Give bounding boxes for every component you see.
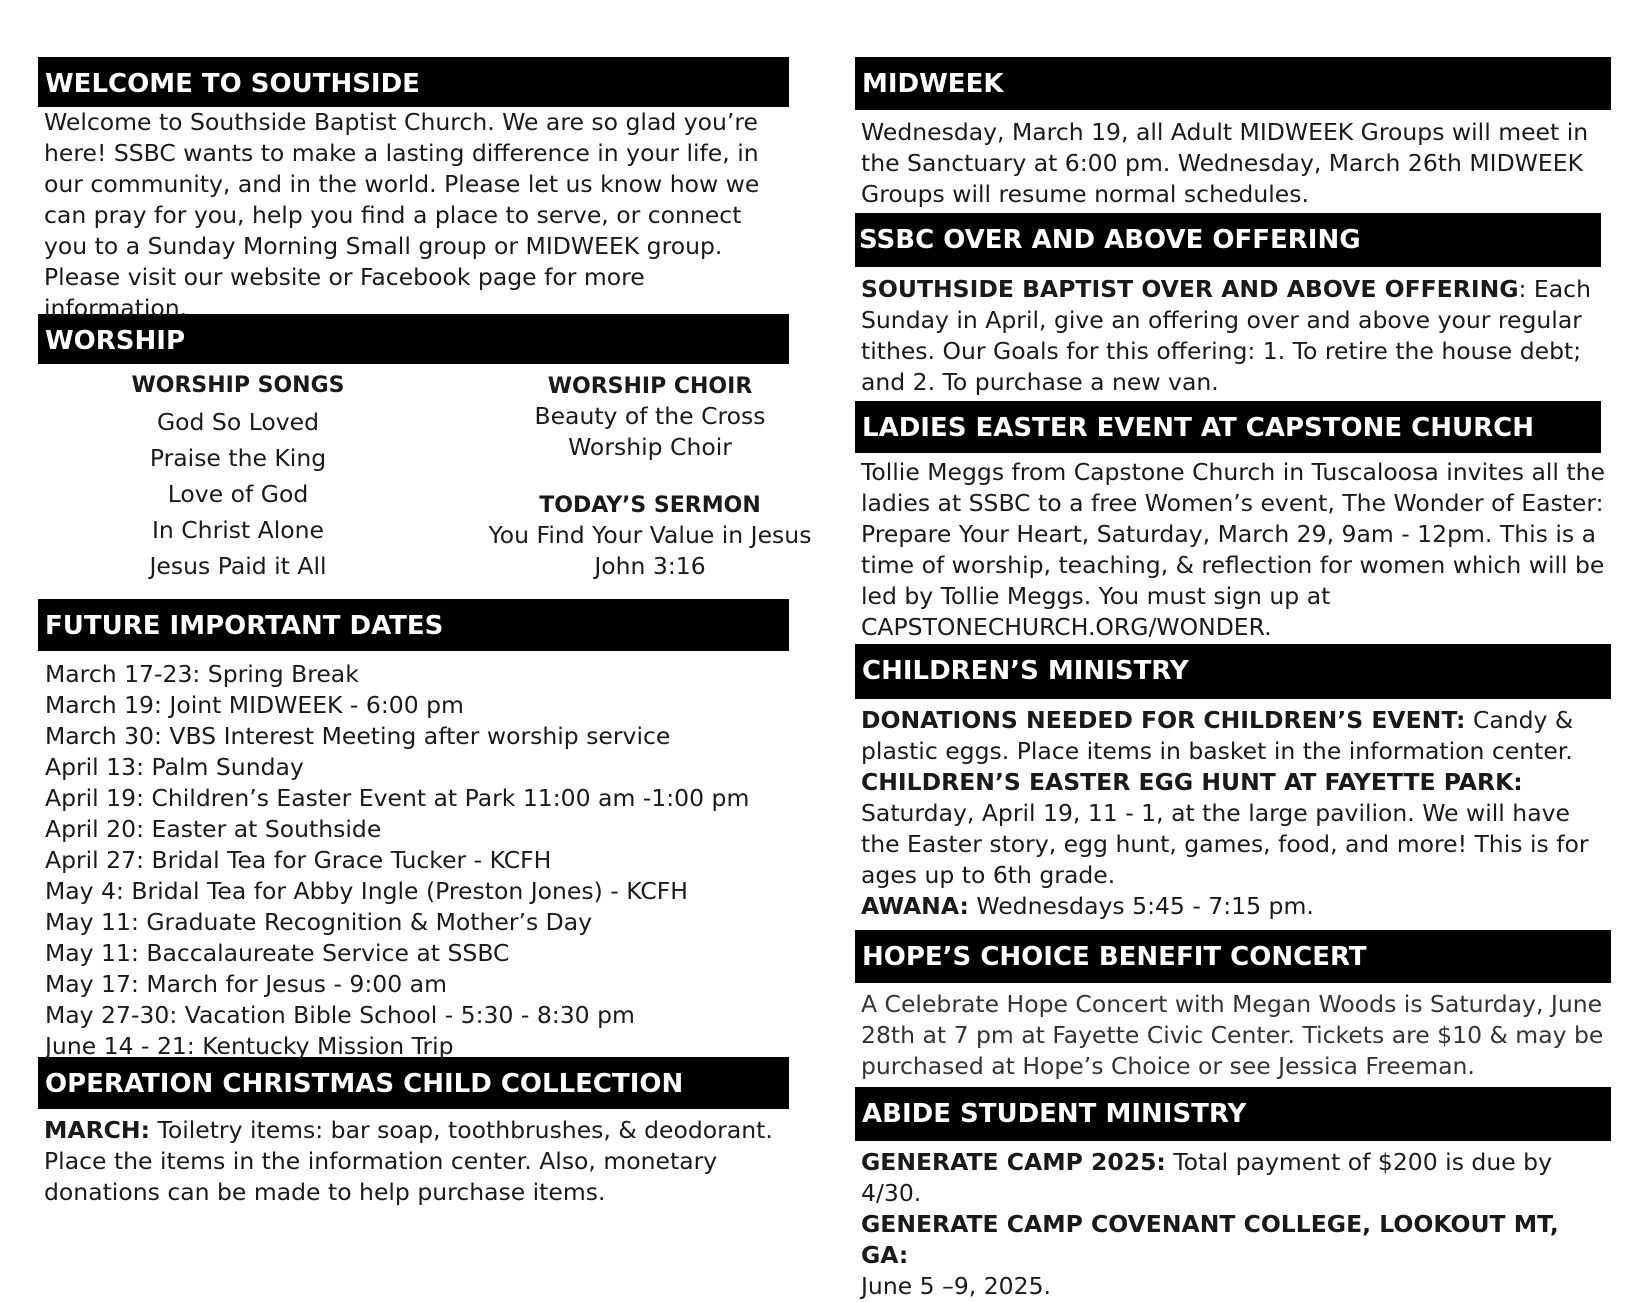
date-item: May 11: Baccalaureate Service at SSBC [45, 939, 510, 967]
welcome-text: Welcome to Southside Baptist Church. We are so glad you’re here! SSBC wants to make a lasting difference in your life, in our community, and in the world. Please let us know how we can pray for you, help you find a place to serve, or connect you to a Sunday Morning Small group or MIDWEEK group. Please visit our website or Facebook page for more information. [44, 108, 760, 322]
worship-section [38, 364, 812, 599]
date-item: May 17: March for Jesus - 9:00 am [45, 970, 447, 998]
date-item: May 27-30: Vacation Bible School - 5:30 - 8:30 pm [45, 1001, 635, 1029]
date-item: April 19: Children’s Easter Event at Park 11:00 am -1:00 pm [45, 784, 750, 812]
song-item: God So Loved [156, 408, 320, 436]
song-item: Love of God [167, 480, 309, 508]
abide-text [855, 1141, 1611, 1302]
choir-name: Worship Choir [568, 433, 732, 461]
occ-label: MARCH: [44, 1116, 150, 1144]
date-item: June 14 - 21: Kentucky Mission Trip [45, 1032, 454, 1060]
donations-body: Candy & plastic eggs. Place items in basket in the information center. [861, 706, 1574, 765]
date-item: March 30: VBS Interest Meeting after worship service [45, 722, 671, 750]
date-item: March 19: Joint MIDWEEK - 6:00 pm [45, 691, 464, 719]
left-column [38, 57, 812, 1208]
donations-label: DONATIONS NEEDED FOR CHILDREN’S EVENT: [861, 706, 1466, 734]
hope-text: A Celebrate Hope Concert with Megan Woods is Saturday, June 28th at 7 pm at Fayette Civic Center. Tickets are $10 & may be purchased at Hope’s Choice or see Jessica Freeman. [861, 990, 1604, 1080]
song-item: Jesus Paid it All [149, 552, 327, 580]
occ-body: Toiletry items: bar soap, toothbrushes, & deodorant. Place the items in the information center. Also, monetary donations can be made to help purchase items. [44, 1116, 773, 1206]
date-item: April 27: Bridal Tea for Grace Tucker - KCFH [45, 846, 552, 874]
worship-choir-and-sermon [416, 364, 884, 582]
ladies-heading: LADIES EASTER EVENT AT CAPSTONE CHURCH [855, 401, 1601, 453]
dates-list [38, 651, 789, 1060]
midweek-text: Wednesday, March 19, all Adult MIDWEEK Groups will meet in the Sanctuary at 6:00 pm. Wednesday, March 26th MIDWEEK Groups will resume normal schedules. [861, 118, 1589, 208]
covenant-body: June 5 –9, 2025. [861, 1272, 1051, 1300]
offering-label: SOUTHSIDE BAPTIST OVER AND ABOVE OFFERING [861, 275, 1519, 303]
worship-choir-heading: WORSHIP CHOIR [547, 374, 753, 399]
date-item: April 13: Palm Sunday [45, 753, 304, 781]
children-text [855, 699, 1611, 930]
sermon-heading: TODAY’S SERMON [539, 493, 761, 518]
worship-songs-heading: WORSHIP SONGS [131, 373, 345, 398]
egghunt-label: CHILDREN’S EASTER EGG HUNT AT FAYETTE PARK: [861, 768, 1523, 796]
choir-song: Beauty of the Cross [534, 402, 766, 430]
date-item: May 11: Graduate Recognition & Mother’s Day [45, 908, 593, 936]
camp-body: Total payment of $200 is due by 4/30. [861, 1148, 1552, 1207]
occ-heading: OPERATION CHRISTMAS CHILD COLLECTION [38, 1057, 789, 1109]
sermon-scripture: John 3:16 [594, 552, 706, 580]
awana-label: AWANA: [861, 892, 969, 920]
covenant-label: GENERATE CAMP COVENANT COLLEGE, LOOKOUT MT, GA: [861, 1210, 1559, 1269]
ladies-text: Tollie Meggs from Capstone Church in Tuscaloosa invites all the ladies at SSBC to a free Women’s event, The Wonder of Easter: Prepare Your Heart, Saturday, March 29, 9am - 12pm. This is a time of worship, teaching, & reflection for women which will be led by Tollie Meggs. You must sign up at CAPSTONECHURCH.ORG/WONDER. [861, 458, 1605, 641]
sermon-title: You Find Your Value in Jesus [488, 521, 812, 549]
egghunt-body: Saturday, April 19, 11 - 1, at the large pavilion. We will have the Easter story, egg hunt, games, food, and more! This is for ages up to 6th grade. [861, 799, 1589, 889]
awana-body: Wednesdays 5:45 - 7:15 pm. [968, 892, 1314, 920]
worship-heading: WORSHIP [38, 314, 789, 364]
song-item: In Christ Alone [151, 516, 325, 544]
worship-songs [38, 364, 438, 584]
camp-label: GENERATE CAMP 2025: [861, 1148, 1166, 1176]
hope-heading: HOPE’S CHOICE BENEFIT CONCERT [855, 930, 1611, 983]
right-column [855, 57, 1611, 1302]
midweek-heading: MIDWEEK [855, 57, 1611, 110]
song-item: Praise the King [149, 444, 327, 472]
offering-text [855, 267, 1611, 401]
dates-heading: FUTURE IMPORTANT DATES [38, 599, 789, 651]
date-item: April 20: Easter at Southside [45, 815, 382, 843]
date-item: March 17-23: Spring Break [45, 660, 359, 688]
welcome-heading: WELCOME TO SOUTHSIDE [38, 57, 789, 107]
offering-body: : Each Sunday in April, give an offering over and above your regular tithes. Our Goals for this offering: 1. To retire the house debt; and 2. To purchase a new van. [861, 275, 1591, 396]
abide-heading: ABIDE STUDENT MINISTRY [855, 1087, 1611, 1141]
children-heading: CHILDREN’S MINISTRY [855, 644, 1611, 699]
offering-heading: SSBC OVER AND ABOVE OFFERING [855, 213, 1601, 267]
occ-text [38, 1109, 789, 1208]
date-item: May 4: Bridal Tea for Abby Ingle (Preston Jones) - KCFH [45, 877, 688, 905]
